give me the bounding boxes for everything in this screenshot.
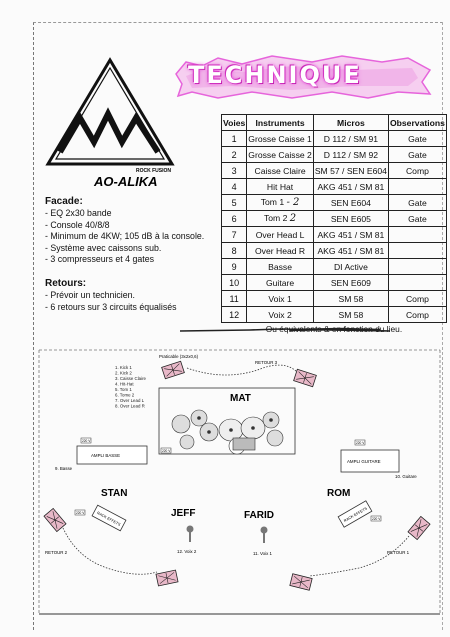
table-row [222, 163, 447, 179]
singer-2-name: JEFF [171, 508, 196, 519]
cell-voie: 9 [222, 259, 247, 275]
retours-item: - 6 retours sur 3 circuits équalisés [45, 301, 177, 312]
cell-micro: SEN E604 [313, 195, 388, 211]
monitor-wedge [44, 508, 66, 531]
power-label: 220 V [82, 439, 91, 443]
cell-micro: D 112 / SM 91 [313, 131, 388, 147]
table-row [222, 259, 447, 275]
monitor-wedge [290, 574, 312, 590]
cell-micro: AKG 451 / SM 81 [313, 227, 388, 243]
cell-observation: Comp [388, 163, 446, 179]
stage-plan [37, 346, 442, 616]
voice-1-label: 11. Voix 1 [253, 551, 272, 556]
cell-instrument: Hit Hat [247, 179, 314, 195]
facade-item: - 3 compresseurs et 4 gates [45, 254, 155, 265]
cell-instrument: Grosse Caisse 1 [247, 131, 314, 147]
cell-observation: Comp [388, 307, 446, 323]
monitor-wedge [294, 369, 317, 387]
channel-list-item: 4. Hit-Hat [115, 381, 134, 387]
table-footer: Ou équivalents & en fonction du lieu. [222, 323, 447, 335]
channel-list-item: 5. Tom 1 [115, 387, 132, 392]
power-label: 220 V [162, 449, 171, 453]
table-row [222, 227, 447, 243]
cell-observation: Gate [388, 211, 446, 227]
guitar-channel-label: 10. Guitare [395, 474, 417, 479]
cell-voie: 6 [222, 211, 247, 227]
cell-micro: SM 58 [313, 307, 388, 323]
retours-title: Retours: [45, 278, 87, 289]
monitor-wedge [408, 516, 430, 539]
retour-3-label: RETOUR 3 [255, 360, 278, 365]
table-row [222, 275, 447, 291]
power-label: 220 V [372, 517, 381, 521]
cell-instrument: Grosse Caisse 2 [247, 147, 314, 163]
cell-micro: D 112 / SM 92 [313, 147, 388, 163]
microphone-icon [261, 527, 268, 544]
cell-voie: 5 [222, 195, 247, 211]
instrument-label: Tom 2 [263, 213, 288, 223]
col-micros: Micros [313, 115, 388, 131]
cell-observation [388, 259, 446, 275]
monitor-wedge [156, 570, 178, 586]
col-observations: Observations [388, 115, 446, 131]
cell-observation: Comp [388, 291, 446, 307]
logo-brand: AO-ALIKA [94, 174, 158, 189]
facade-item: - Minimum de 4KW; 105 dB à la console. [45, 231, 205, 242]
retours-item: - Prévoir un technicien. [45, 290, 135, 301]
monitor-wedge [162, 361, 185, 379]
title-banner [172, 52, 434, 100]
cell-instrument: Voix 1 [247, 291, 314, 307]
cell-voie: 2 [222, 147, 247, 163]
voice-2-label: 12. Voix 2 [177, 549, 197, 554]
drum-kit [172, 410, 283, 454]
cell-instrument [247, 195, 314, 211]
page-title: TECHNIQUE [188, 61, 362, 89]
cell-observation [388, 227, 446, 243]
table-row [222, 307, 447, 323]
instrument-label: Tom 1 [260, 197, 285, 207]
rack-label: RACK EFFETS [343, 506, 368, 524]
cell-observation: Gate [388, 131, 446, 147]
power-label: 220 V [356, 441, 365, 445]
cell-micro: SEN E605 [313, 211, 388, 227]
facade-title: Facade: [45, 196, 83, 207]
section-divider [180, 327, 390, 333]
cell-micro: DI Active [313, 259, 388, 275]
cell-voie: 11 [222, 291, 247, 307]
cell-voie: 8 [222, 243, 247, 259]
cell-observation [388, 275, 446, 291]
cell-voie: 10 [222, 275, 247, 291]
cell-observation [388, 179, 446, 195]
cell-instrument: Over Head R [247, 243, 314, 259]
facade-item: - Système avec caissons sub. [45, 242, 162, 253]
cell-instrument: Caisse Claire [247, 163, 314, 179]
table-row [222, 147, 447, 163]
facade-item: - Console 40/8/8 [45, 219, 110, 230]
bass-amp-label: AMPLI BASSE [91, 453, 121, 458]
guitarist-name: ROM [327, 488, 351, 499]
channel-list-item: 3. Caisse Claire [115, 376, 146, 381]
channel-list [115, 365, 147, 409]
retour-1-label: RETOUR 1 [387, 550, 410, 555]
band-logo [40, 56, 178, 192]
microphone-icon [187, 526, 194, 543]
cell-voie: 1 [222, 131, 247, 147]
bassist-name: STAN [101, 488, 128, 499]
cell-instrument: Over Head L [247, 227, 314, 243]
handwritten-note: - 2 [286, 197, 300, 208]
cell-voie: 7 [222, 227, 247, 243]
cell-voie: 4 [222, 179, 247, 195]
channel-list-item: 6. Tome 2 [115, 392, 135, 398]
channel-list-item: 1. Kick 1 [115, 365, 132, 370]
power-label: 220 V [76, 511, 85, 515]
channel-list-item: 2. Kick 2 [115, 370, 132, 376]
rack-label: RACK EFFETS [96, 511, 122, 527]
cell-observation: Gate [388, 195, 446, 211]
cell-instrument: Guitare [247, 275, 314, 291]
channel-list-item: 7. Over Lead L [115, 398, 145, 403]
cell-micro: AKG 451 / SM 81 [313, 243, 388, 259]
effects-rack-right [338, 501, 372, 527]
channel-list-item: 8. Over Lead R [115, 403, 145, 409]
cell-instrument: Basse [247, 259, 314, 275]
col-voies: Voies [222, 115, 247, 131]
facade-item: - EQ 2x30 bande [45, 208, 112, 219]
channel-table [221, 114, 447, 335]
cell-observation: Gate [388, 147, 446, 163]
table-header-row [222, 115, 447, 131]
retours-section [45, 278, 177, 313]
bass-channel-label: 9. Basse [55, 466, 73, 471]
logo-tagline: ROCK FUSION [136, 168, 171, 174]
praticable-label: Praticable (3x2x0,6) [159, 354, 199, 359]
cell-instrument: Voix 2 [247, 307, 314, 323]
facade-section [45, 196, 204, 265]
cell-micro: SM 57 / SEN E604 [313, 163, 388, 179]
cell-micro: SEN E609 [313, 275, 388, 291]
table-row [222, 179, 447, 195]
cell-voie: 12 [222, 307, 247, 323]
cell-voie: 3 [222, 163, 247, 179]
cell-micro: AKG 451 / SM 81 [313, 179, 388, 195]
col-instruments: Instruments [247, 115, 314, 131]
table-row [222, 291, 447, 307]
table-row [222, 243, 447, 259]
singer-1-name: FARID [244, 510, 274, 521]
cell-micro: SM 58 [313, 291, 388, 307]
retour-2-label: RETOUR 2 [45, 550, 68, 555]
table-row [222, 131, 447, 147]
effects-rack-left [92, 505, 126, 531]
table-row [222, 211, 447, 227]
handwritten-note: 2 [289, 213, 297, 224]
guitar-amp-label: AMPLI GUITARE [347, 459, 381, 464]
drummer-name: MAT [230, 393, 251, 404]
table-row [222, 195, 447, 211]
cell-instrument [247, 211, 314, 227]
cell-observation [388, 243, 446, 259]
